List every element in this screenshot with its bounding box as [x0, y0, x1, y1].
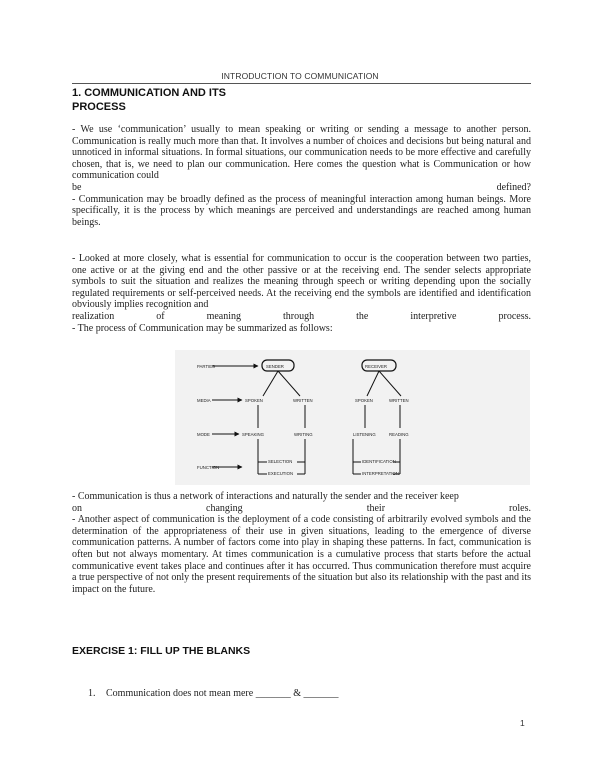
label-speaking: SPEAKING: [242, 432, 264, 437]
process-text: - Looked at more closely, what is essential for communication to occur is the cooperation between two parties, one active or at the giving end and the other passive or at the receiving end. The sender selects appropriate symbols to suit the situation and realizes the meaning through speech or writing depending upon the socially regulated requirements or self-perceived needs. At the receiving end the symbols are identified and identification obviously implies recognition and: [72, 253, 531, 311]
label-selection: SELECTION: [268, 459, 293, 464]
label-written-sender: WRITTEN: [293, 398, 313, 403]
label-spoken-sender: SPOKEN: [245, 398, 263, 403]
receiver-branch-left: [367, 371, 379, 396]
paragraph-network: [72, 491, 531, 595]
intro-text: - We use ‘communication’ usually to mean speaking or writing or sending a message to another person. Communication is really much more than that. It involves a number of choices and decisions but being natural and unnoticed in informal situations. In formal situations, our communication needs to be more effective and carefully chosen, that is, we need to plan our communication. Here comes the question what is Communication or how communication could: [72, 124, 531, 182]
question-item: [88, 688, 338, 699]
sender-branch-left: [263, 371, 278, 396]
header-rule: [72, 83, 531, 84]
section-heading-line1: 1. COMMUNICATION AND ITS: [72, 87, 226, 99]
label-written-receiver: WRITTEN: [389, 398, 409, 403]
receiver-branch-right: [379, 371, 401, 396]
label-mode: MODE: [197, 432, 210, 437]
label-execution: EXECUTION: [268, 471, 294, 476]
paragraph-intro: [72, 124, 531, 228]
code-aspect-text: - Another aspect of communication is the deployment of a code consisting of arbitrarily evolved symbols and the determination of the appropriateness of their use in given situations, leading to the emergence of diverse communication patterns. A number of factors come into play in shaping these patterns. In fact, communication is often but not always momentary. At times communication is a cumulative process that starts before the actual communicative event takes place and continues after it has occurred. Thus communication therefore must acquire a true perspective of not only the present requirements of the situation but also its relationship with the past and its impact on the future.: [72, 514, 531, 595]
page-number: 1: [520, 718, 525, 728]
question-text: Communication does not mean mere _______ & _______: [106, 688, 339, 699]
label-function: FUNCTION: [197, 465, 220, 470]
question-number: 1.: [88, 688, 96, 699]
label-writing: WRITING: [294, 432, 313, 437]
network-line2: on changing their roles.: [72, 502, 531, 514]
label-parties: PARTIES: [197, 364, 215, 369]
process-last-line: realization of meaning through the interpretive process.: [72, 310, 531, 322]
label-identification: IDENTIFICATION: [362, 459, 396, 464]
label-media: MEDIA: [197, 398, 211, 403]
running-header: INTRODUCTION TO COMMUNICATION: [221, 71, 379, 81]
exercise-heading: EXERCISE 1: FILL UP THE BLANKS: [72, 645, 251, 657]
label-spoken-receiver: SPOKEN: [355, 398, 373, 403]
label-reading: READING: [389, 432, 409, 437]
paragraph-process: [72, 253, 531, 334]
word-be: be: [72, 181, 82, 193]
label-interpretation: INTERPRETATION: [362, 471, 399, 476]
section-heading-line2: PROCESS: [72, 100, 126, 113]
definition-text: - Communication may be broadly defined as the process of meaningful interaction among human beings. More specifically, it is the process by which meanings are perceived and understandings are reached among human beings.: [72, 193, 531, 228]
intro-last-line: [72, 182, 531, 194]
network-line1: - Communication is thus a network of interactions and naturally the sender and the receiver keep: [72, 491, 459, 502]
process-summary: - The process of Communication may be summarized as follows:: [72, 322, 333, 334]
word-defined: defined?: [496, 181, 531, 193]
label-receiver: RECEIVER: [365, 364, 387, 369]
communication-process-diagram: [175, 350, 530, 485]
label-sender: SENDER: [266, 364, 284, 369]
diagram-svg: [175, 350, 530, 485]
sender-branch-right: [278, 371, 300, 396]
section-heading: [72, 87, 272, 114]
label-listening: LISTENING: [353, 432, 376, 437]
